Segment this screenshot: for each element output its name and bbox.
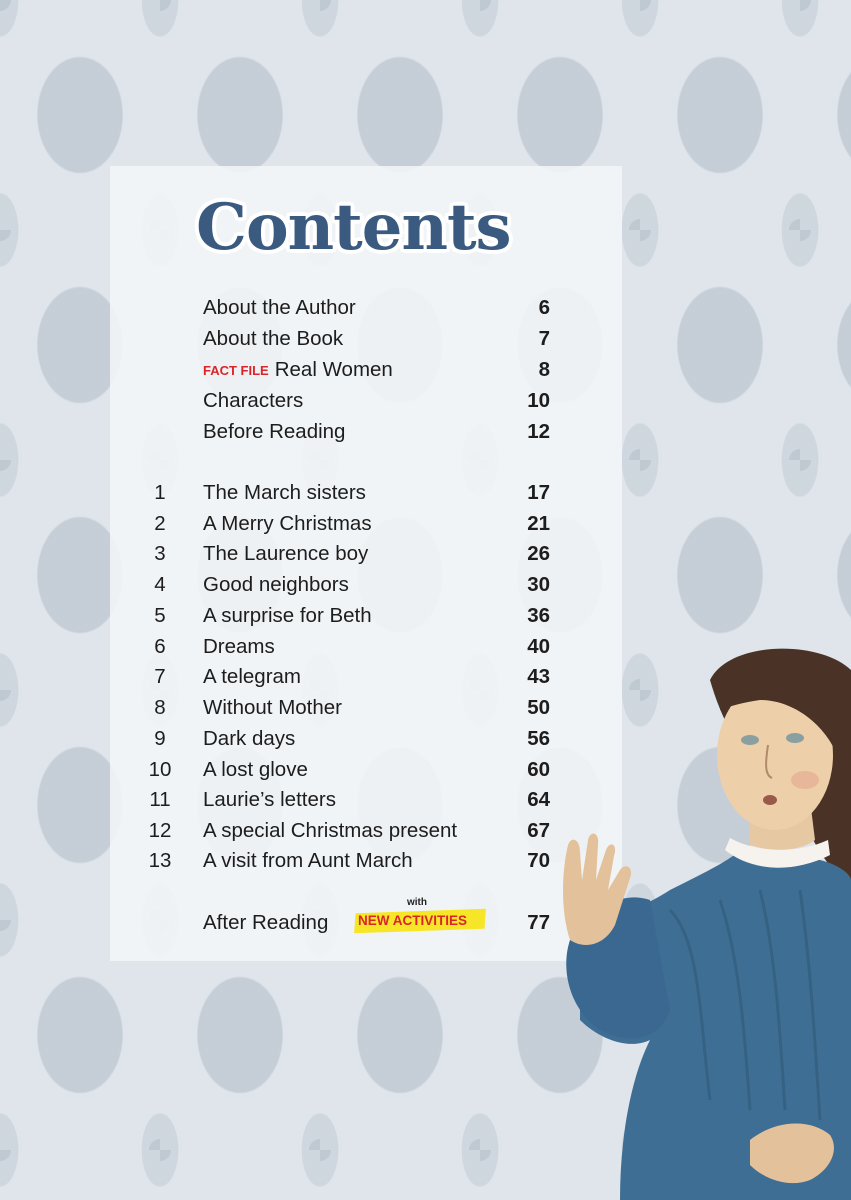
chapter-entry[interactable] [140, 509, 550, 539]
badge-with-text: with [407, 897, 427, 908]
new-activities-badge [355, 897, 490, 933]
chapter-page: 43 [527, 665, 550, 688]
chapter-title: Laurie’s letters [203, 788, 336, 811]
toc-page: 10 [527, 389, 550, 412]
chapter-entry[interactable] [140, 816, 550, 846]
chapter-entry[interactable] [140, 478, 550, 508]
chapter-title: A Merry Christmas [203, 512, 372, 535]
chapter-number: 13 [148, 849, 172, 872]
chapter-number: 4 [154, 573, 166, 596]
girl-illustration [560, 640, 851, 1200]
chapter-number: 7 [154, 665, 166, 688]
toc-label-wrap [203, 355, 393, 386]
chapter-title: Good neighbors [203, 573, 349, 596]
chapter-page: 40 [527, 635, 550, 658]
chapter-number: 10 [148, 758, 172, 781]
chapter-number: 12 [148, 819, 172, 842]
page-title: Contents [196, 190, 511, 265]
chapter-page: 21 [527, 512, 550, 535]
chapter-entry[interactable] [140, 755, 550, 785]
chapter-number: 1 [154, 481, 166, 504]
toc-label: About the Book [203, 327, 344, 350]
toc-page: 12 [527, 420, 550, 443]
fact-file-tag: FACT FILE [203, 363, 269, 378]
chapter-number: 6 [154, 635, 166, 658]
chapter-page: 67 [527, 819, 550, 842]
after-reading-page: 77 [527, 911, 550, 934]
toc-label: Real Women [274, 358, 393, 381]
chapter-number: 9 [154, 727, 166, 750]
chapter-entry[interactable] [140, 632, 550, 662]
chapter-title: The March sisters [203, 481, 366, 504]
chapter-number: 5 [154, 604, 166, 627]
chapter-title: A visit from Aunt March [203, 849, 413, 872]
chapter-entry[interactable] [140, 570, 550, 600]
chapter-page: 60 [527, 758, 550, 781]
chapter-title: Dreams [203, 635, 275, 658]
chapter-page: 64 [527, 788, 550, 811]
badge-main-text: NEW ACTIVITIES [358, 913, 468, 928]
chapter-page: 50 [527, 696, 550, 719]
chapter-page: 30 [527, 573, 550, 596]
chapter-number: 2 [154, 512, 166, 535]
toc-page: 6 [538, 296, 550, 319]
chapter-title: A special Christmas present [203, 819, 458, 842]
chapter-entry[interactable] [140, 662, 550, 692]
chapter-entry[interactable] [140, 785, 550, 815]
toc-entry[interactable] [140, 417, 550, 447]
toc-entry[interactable] [140, 324, 550, 354]
chapter-page: 70 [527, 849, 550, 872]
chapter-page: 26 [527, 542, 550, 565]
chapter-entry[interactable] [140, 693, 550, 723]
toc-label: Characters [203, 389, 304, 412]
toc-label: About the Author [203, 296, 356, 319]
chapter-title: A lost glove [203, 758, 308, 781]
toc-entry[interactable] [140, 355, 550, 385]
chapter-title: Without Mother [203, 696, 342, 719]
chapter-title: A surprise for Beth [203, 604, 372, 627]
after-reading-label: After Reading [203, 911, 329, 934]
title-block [196, 188, 511, 268]
chapter-title: Dark days [203, 727, 296, 750]
chapter-number: 8 [154, 696, 166, 719]
toc-label: Before Reading [203, 420, 346, 443]
chapter-number: 3 [154, 542, 166, 565]
chapter-number: 11 [149, 788, 171, 811]
chapter-page: 17 [527, 481, 550, 504]
chapter-title: A telegram [203, 665, 301, 688]
chapter-entry[interactable] [140, 724, 550, 754]
chapter-page: 56 [527, 727, 550, 750]
chapter-entry[interactable] [140, 539, 550, 569]
chapter-page: 36 [527, 604, 550, 627]
toc-page: 8 [538, 358, 550, 381]
toc-entry[interactable] [140, 386, 550, 416]
toc-entry[interactable] [140, 293, 550, 323]
chapter-entry[interactable] [140, 601, 550, 631]
toc-page: 7 [538, 327, 550, 350]
chapter-entry[interactable] [140, 846, 550, 876]
chapter-title: The Laurence boy [203, 542, 369, 565]
